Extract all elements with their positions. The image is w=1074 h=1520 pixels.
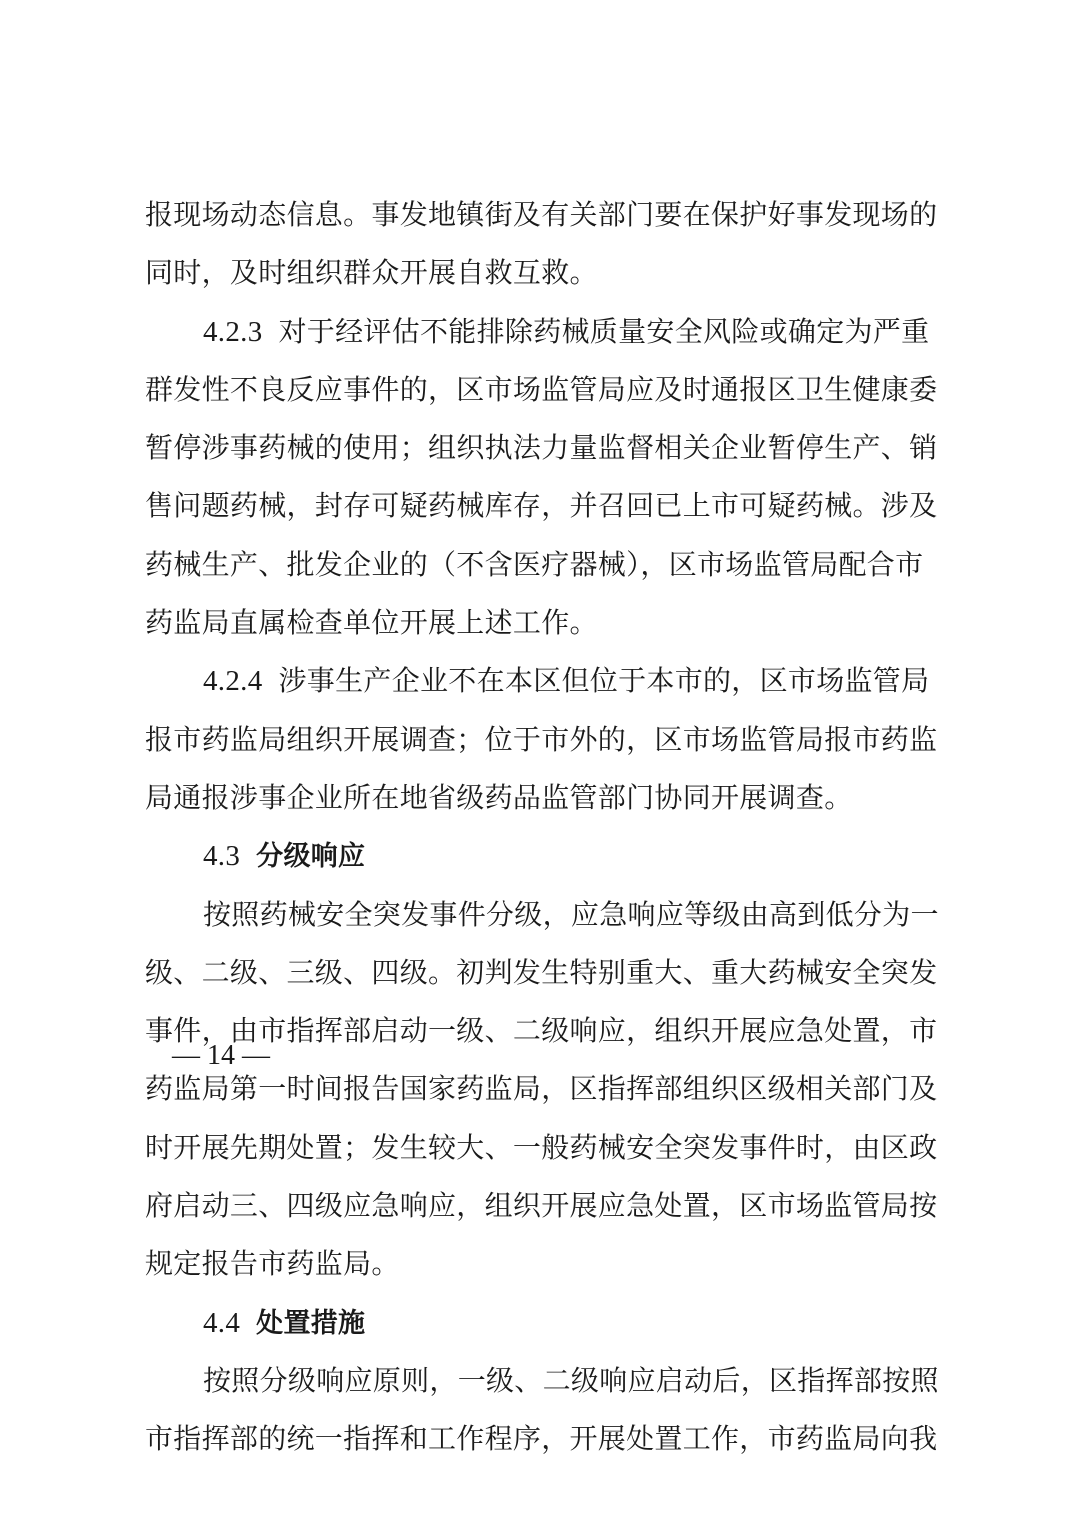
section-heading-4-3: [145, 827, 945, 885]
paragraph-line: [145, 944, 945, 1002]
paragraph-line: [145, 244, 945, 302]
line-text: 府启动三、四级应急响应，组织开展应急处置，区市场监管局按: [145, 1189, 938, 1223]
line-text: 按照分级响应原则，一级、二级响应启动后，区指挥部按照: [203, 1363, 939, 1397]
heading-text: 分级响应: [256, 841, 366, 873]
paragraph-line: [145, 594, 945, 652]
line-text: 事件，由市指挥部启动一级、二级响应，组织开展应急处置，市: [145, 1014, 938, 1048]
line-text: 对于经评估不能排除药械质量安全风险或确定为严重: [278, 314, 930, 348]
paragraph-line: [145, 1410, 945, 1468]
paragraph-first-line: [145, 886, 945, 944]
section-heading-4-4: [145, 1294, 945, 1352]
section-number: 4.2.3: [203, 315, 263, 348]
section-number: 4.2.4: [203, 665, 263, 698]
paragraph-line: [145, 477, 945, 535]
line-text: 暂停涉事药械的使用；组织执法力量监督相关企业暂停生产、销: [145, 431, 938, 465]
line-text: 局通报涉事企业所在地省级药品监管部门协同开展调查。: [145, 780, 853, 814]
paragraph-line: [145, 1119, 945, 1177]
section-number: 4.3: [203, 840, 241, 873]
paragraph-line: [145, 419, 945, 477]
page-number: — 14 —: [172, 1040, 270, 1071]
line-text: 规定报告市药监局。: [145, 1247, 400, 1281]
line-text: 报现场动态信息。事发地镇街及有关部门要在保护好事发现场的: [145, 198, 938, 231]
line-text: 涉事生产企业不在本区但位于本市的，区市场监管局: [278, 664, 930, 698]
line-text: 级、二级、三级、四级。初判发生特别重大、重大药械安全突发: [145, 955, 938, 989]
line-text: 药械生产、批发企业的（不含医疗器械），区市场监管局配合市: [145, 547, 924, 581]
paragraph-line: [145, 186, 945, 244]
paragraph-line: [145, 1235, 945, 1293]
line-text: 药监局直属检查单位开展上述工作。: [145, 606, 598, 640]
paragraph-line: [145, 361, 945, 419]
paragraph-line: [145, 1177, 945, 1235]
document-body: [145, 186, 945, 1469]
section-4-2-4-first-line: [145, 652, 945, 710]
line-text: 时开展先期处置；发生较大、一般药械安全突发事件时，由区政: [145, 1130, 938, 1164]
paragraph-line: [145, 769, 945, 827]
paragraph-line: [145, 711, 945, 769]
line-text: 报市药监局组织开展调查；位于市外的，区市场监管局报市药监: [145, 722, 938, 756]
heading-text: 处置措施: [256, 1307, 366, 1339]
section-4-2-3-first-line: [145, 303, 945, 361]
section-number: 4.4: [203, 1306, 241, 1339]
line-text: 市指挥部的统一指挥和工作程序，开展处置工作，市药监局向我: [145, 1422, 938, 1456]
line-text: 群发性不良反应事件的，区市场监管局应及时通报区卫生健康委: [145, 372, 938, 406]
line-text: 售问题药械，封存可疑药械库存，并召回已上市可疑药械。涉及: [145, 489, 938, 523]
line-text: 同时，及时组织群众开展自救互救。: [145, 256, 598, 290]
line-text: 按照药械安全突发事件分级，应急响应等级由高到低分为一: [203, 897, 939, 931]
paragraph-line: [145, 536, 945, 594]
paragraph-first-line: [145, 1352, 945, 1410]
line-text: 药监局第一时间报告国家药监局，区指挥部组织区级相关部门及: [145, 1072, 938, 1106]
